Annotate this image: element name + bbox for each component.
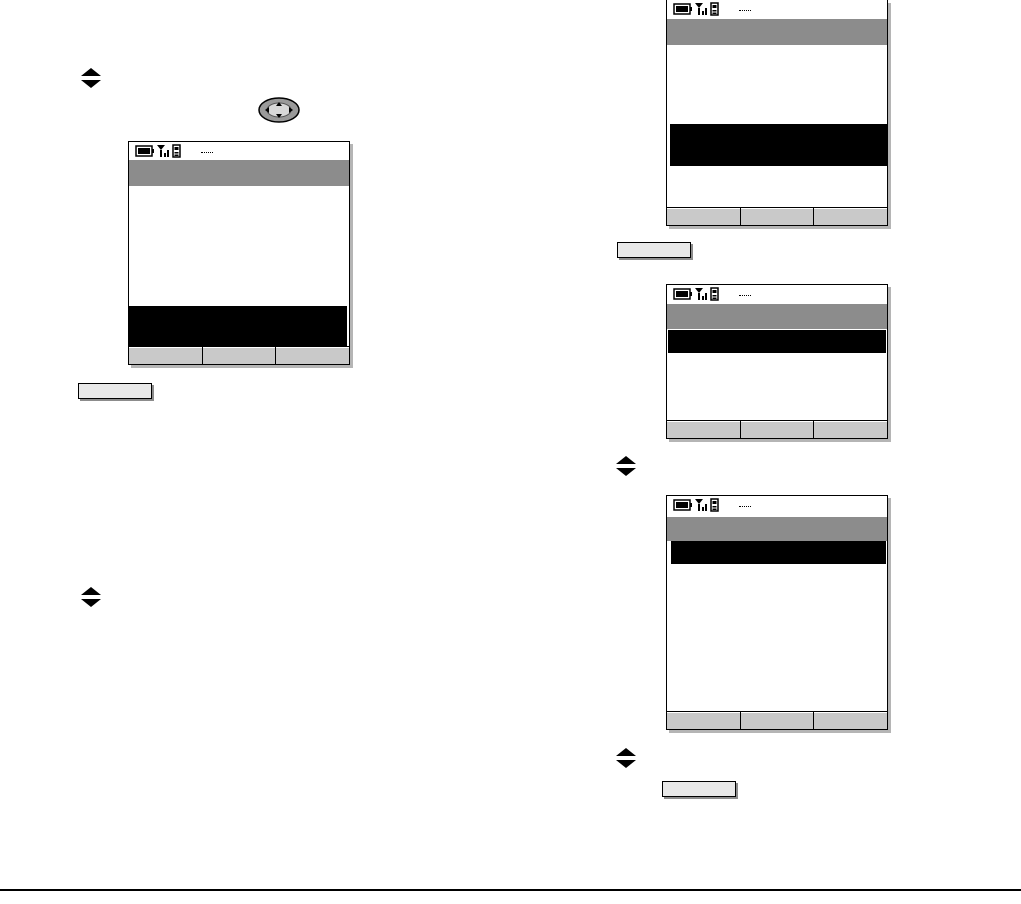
softkey-left[interactable]: [129, 347, 203, 364]
softkey-right[interactable]: [814, 421, 887, 438]
status-bar: [667, 0, 887, 18]
status-dots: [201, 152, 213, 155]
battery-icon: [674, 289, 692, 299]
handset-screen-3: [666, 284, 888, 439]
navigation-cursor-key-icon: [257, 96, 301, 129]
battery-icon: [136, 146, 154, 156]
softkey-right[interactable]: [814, 712, 887, 729]
handset-screen-4: [666, 495, 888, 730]
softkey-button-icon: [78, 383, 152, 399]
battery-icon: [674, 4, 692, 14]
screen-title-bar: [129, 160, 349, 186]
signal-strength-icon: [695, 499, 707, 511]
softkey-row: [667, 207, 887, 225]
softkey-row: [667, 711, 887, 729]
up-down-arrow-icon: [80, 67, 102, 89]
status-dots: [739, 295, 751, 298]
softkey-center[interactable]: [741, 421, 815, 438]
selected-item: [668, 330, 886, 353]
handset-icon: [711, 499, 718, 511]
softkey-right[interactable]: [814, 208, 887, 225]
softkey-left[interactable]: [667, 712, 741, 729]
signal-strength-icon: [157, 145, 169, 157]
status-bar: [667, 285, 887, 303]
softkey-button-icon: [662, 781, 736, 797]
softkey-center[interactable]: [741, 208, 815, 225]
status-bar: [129, 142, 349, 160]
softkey-row: [667, 420, 887, 438]
up-down-arrow-icon: [615, 455, 637, 477]
status-bar: [667, 496, 887, 514]
softkey-center[interactable]: [741, 712, 815, 729]
softkey-left[interactable]: [667, 421, 741, 438]
status-dots: [739, 10, 751, 13]
screen-title-bar: [667, 304, 887, 329]
battery-icon: [674, 500, 692, 510]
signal-strength-icon: [695, 288, 707, 300]
up-down-arrow-icon: [615, 747, 637, 769]
softkey-button-icon: [617, 242, 691, 258]
softkey-row: [129, 346, 349, 364]
screen-title-bar: [667, 517, 887, 541]
softkey-right[interactable]: [276, 347, 349, 364]
selected-item: [129, 306, 347, 346]
handset-icon: [711, 288, 718, 300]
footer-rule: [0, 889, 1021, 891]
handset-screen-2: [666, 0, 888, 226]
handset-screen-1: [128, 141, 350, 365]
screen-title-bar: [667, 19, 887, 45]
handset-icon: [711, 3, 718, 15]
up-down-arrow-icon: [80, 586, 102, 608]
handset-icon: [173, 145, 180, 157]
selected-item: [671, 541, 886, 564]
selected-item: [670, 124, 887, 166]
signal-strength-icon: [695, 3, 707, 15]
softkey-left[interactable]: [667, 208, 741, 225]
softkey-center[interactable]: [203, 347, 277, 364]
status-dots: [739, 506, 751, 509]
